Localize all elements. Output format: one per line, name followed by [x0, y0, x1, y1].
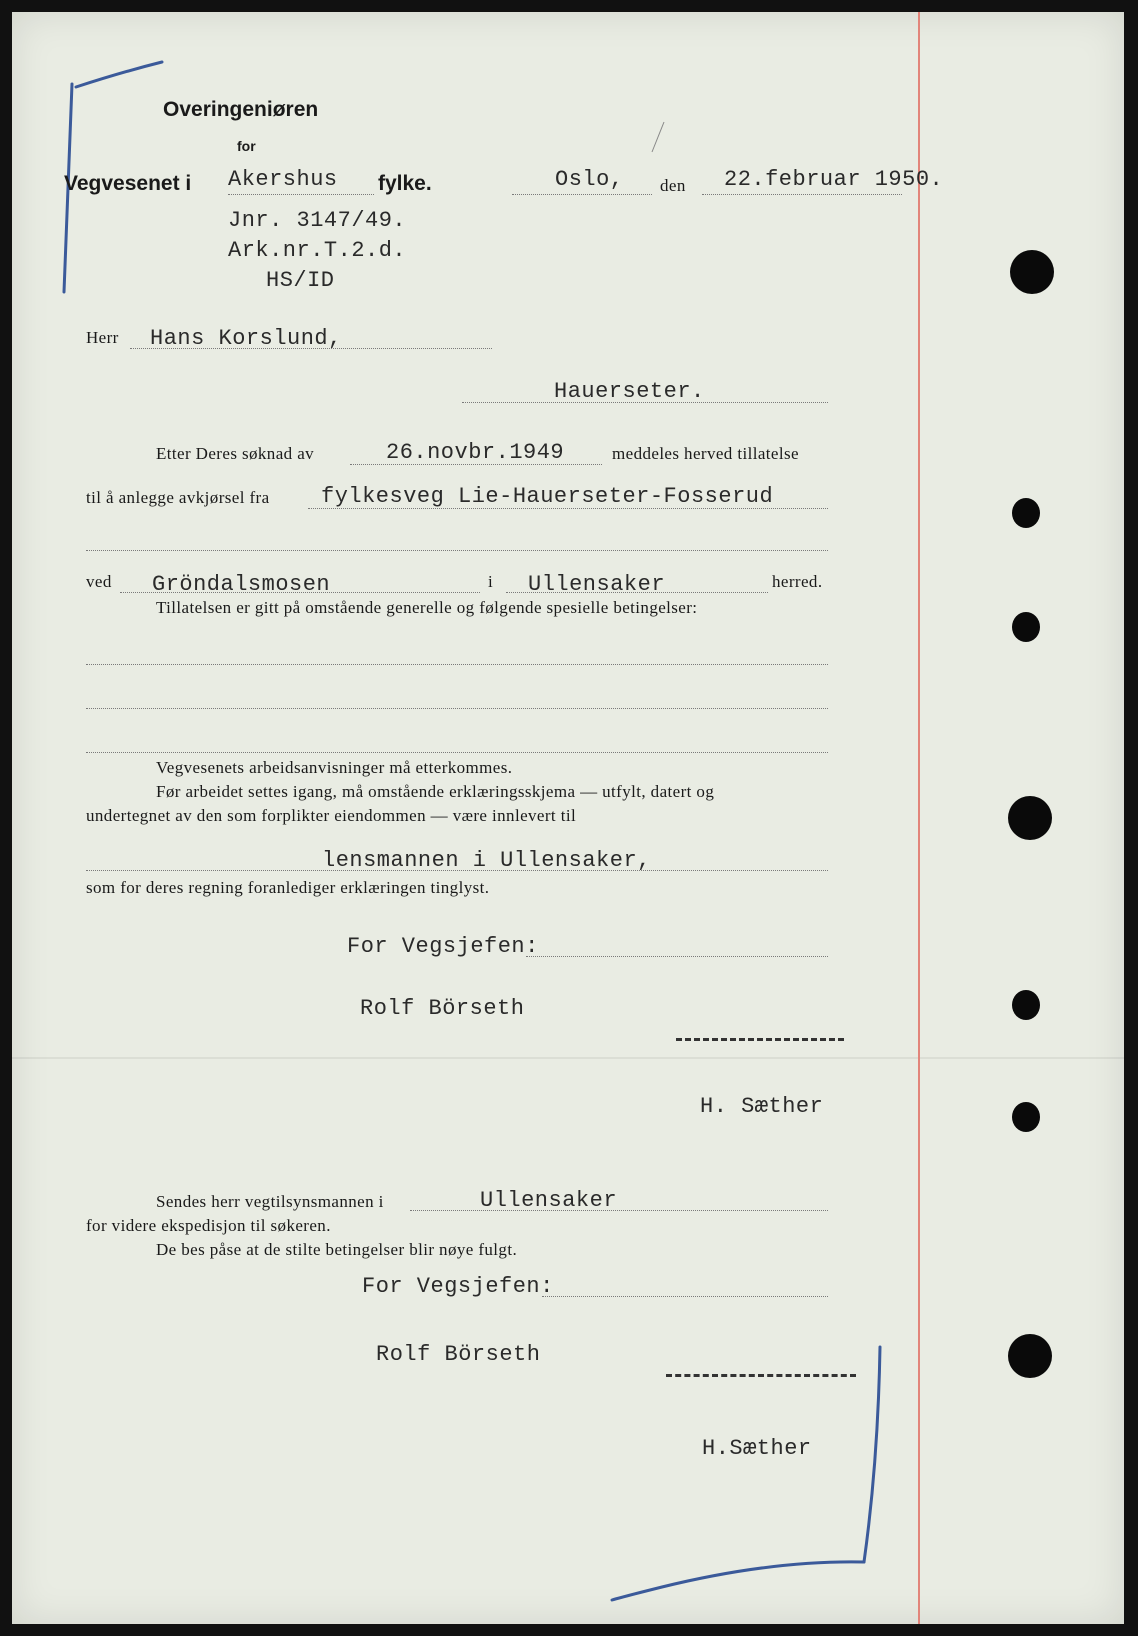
- instructions-line: undertegnet av den som forplikter eiendommen — være innlevert til: [86, 806, 577, 825]
- county-suffix: fylke.: [378, 172, 432, 195]
- forwarding-text: for videre ekspedisjon til søkeren.: [86, 1216, 331, 1235]
- signatory-name: Rolf Börseth: [376, 1342, 541, 1367]
- blank-line: [86, 550, 828, 551]
- herred-label: herred.: [772, 572, 823, 591]
- instructions-line: Før arbeidet settes igang, må omstående erklæringsskjema — utfylt, datert og: [156, 782, 715, 801]
- punch-hole: [1008, 1334, 1052, 1378]
- for-vegsjefen-label: For Vegsjefen:: [362, 1274, 554, 1299]
- punch-hole: [1012, 990, 1040, 1020]
- forwarding-text: Sendes herr vegtilsynsmannen i: [156, 1192, 384, 1211]
- declaration-recipient: lensmannen i Ullensaker,: [322, 848, 651, 873]
- signature-rule: [676, 1038, 844, 1041]
- red-margin-line: [918, 12, 920, 1624]
- county-field-line: [228, 194, 374, 195]
- application-date-line: [350, 464, 602, 465]
- ved-label: ved: [86, 572, 112, 591]
- punch-hole: [1008, 796, 1052, 840]
- punch-hole: [1012, 498, 1040, 528]
- instructions-line: som for deres regning foranlediger erklæringen tinglyst.: [86, 878, 490, 897]
- municipality-name: Ullensaker: [528, 572, 666, 597]
- date-field-line: [702, 194, 902, 195]
- signature-rule: [666, 1374, 856, 1377]
- address-field-line: [462, 402, 828, 403]
- office-title: Overingeniøren: [163, 98, 319, 121]
- punch-hole: [1012, 612, 1040, 642]
- conditions-line: [86, 708, 828, 709]
- municipality-field-line: [506, 592, 768, 593]
- punch-hole: [1010, 250, 1054, 294]
- forwarding-text: De bes påse at de stilte betingelser blir nøye fulgt.: [156, 1240, 518, 1259]
- signature-field-line: [526, 956, 828, 957]
- permission-text: meddeles herved tillatelse: [612, 444, 799, 463]
- journal-number: Jnr. 3147/49.: [228, 208, 407, 233]
- conditions-intro: Tillatelsen er gitt på omstående generelle og følgende spesielle betingelser:: [156, 598, 698, 617]
- recipient-field-line: [86, 870, 828, 871]
- conditions-line: [86, 664, 828, 665]
- county-value: Akershus: [228, 167, 338, 192]
- forwarding-district: Ullensaker: [480, 1188, 618, 1213]
- location-field-line: [120, 592, 480, 593]
- fold-crease: [12, 1057, 1124, 1059]
- reference-initials: HS/ID: [266, 268, 335, 293]
- place-value: Oslo,: [555, 167, 624, 192]
- for-label: for: [237, 138, 256, 154]
- den-label: den: [660, 176, 686, 195]
- road-name: fylkesveg Lie-Hauerseter-Fosserud: [321, 484, 774, 509]
- document-page: [12, 12, 1124, 1624]
- addressee-place: Hauerseter.: [554, 379, 705, 404]
- engineer-initials: H.Sæther: [702, 1436, 812, 1461]
- i-label: i: [488, 572, 494, 591]
- application-date: 26.novbr.1949: [386, 440, 565, 465]
- archive-number: Ark.nr.T.2.d.: [228, 238, 407, 263]
- exit-text: til å anlegge avkjørsel fra: [86, 488, 270, 507]
- conditions-line: [86, 752, 828, 753]
- place-field-line: [512, 194, 652, 195]
- letter-date: 22.februar 1950.: [724, 167, 944, 192]
- location-name: Gröndalsmosen: [152, 572, 331, 597]
- engineer-initials: H. Sæther: [700, 1094, 824, 1119]
- for-vegsjefen-label: For Vegsjefen:: [347, 934, 539, 959]
- application-text: Etter Deres søknad av: [156, 444, 315, 463]
- forwarding-field-line: [410, 1210, 828, 1211]
- signature-field-line: [542, 1296, 828, 1297]
- addressee-name: Hans Korslund,: [150, 326, 342, 351]
- signatory-name: Rolf Börseth: [360, 996, 525, 1021]
- instructions-line: Vegvesenets arbeidsanvisninger må etterkommes.: [156, 758, 513, 777]
- addressee-field-line: [130, 348, 492, 349]
- salutation: Herr: [86, 328, 119, 347]
- punch-hole: [1012, 1102, 1040, 1132]
- road-field-line: [308, 508, 828, 509]
- agency-label: Vegvesenet i: [64, 172, 192, 195]
